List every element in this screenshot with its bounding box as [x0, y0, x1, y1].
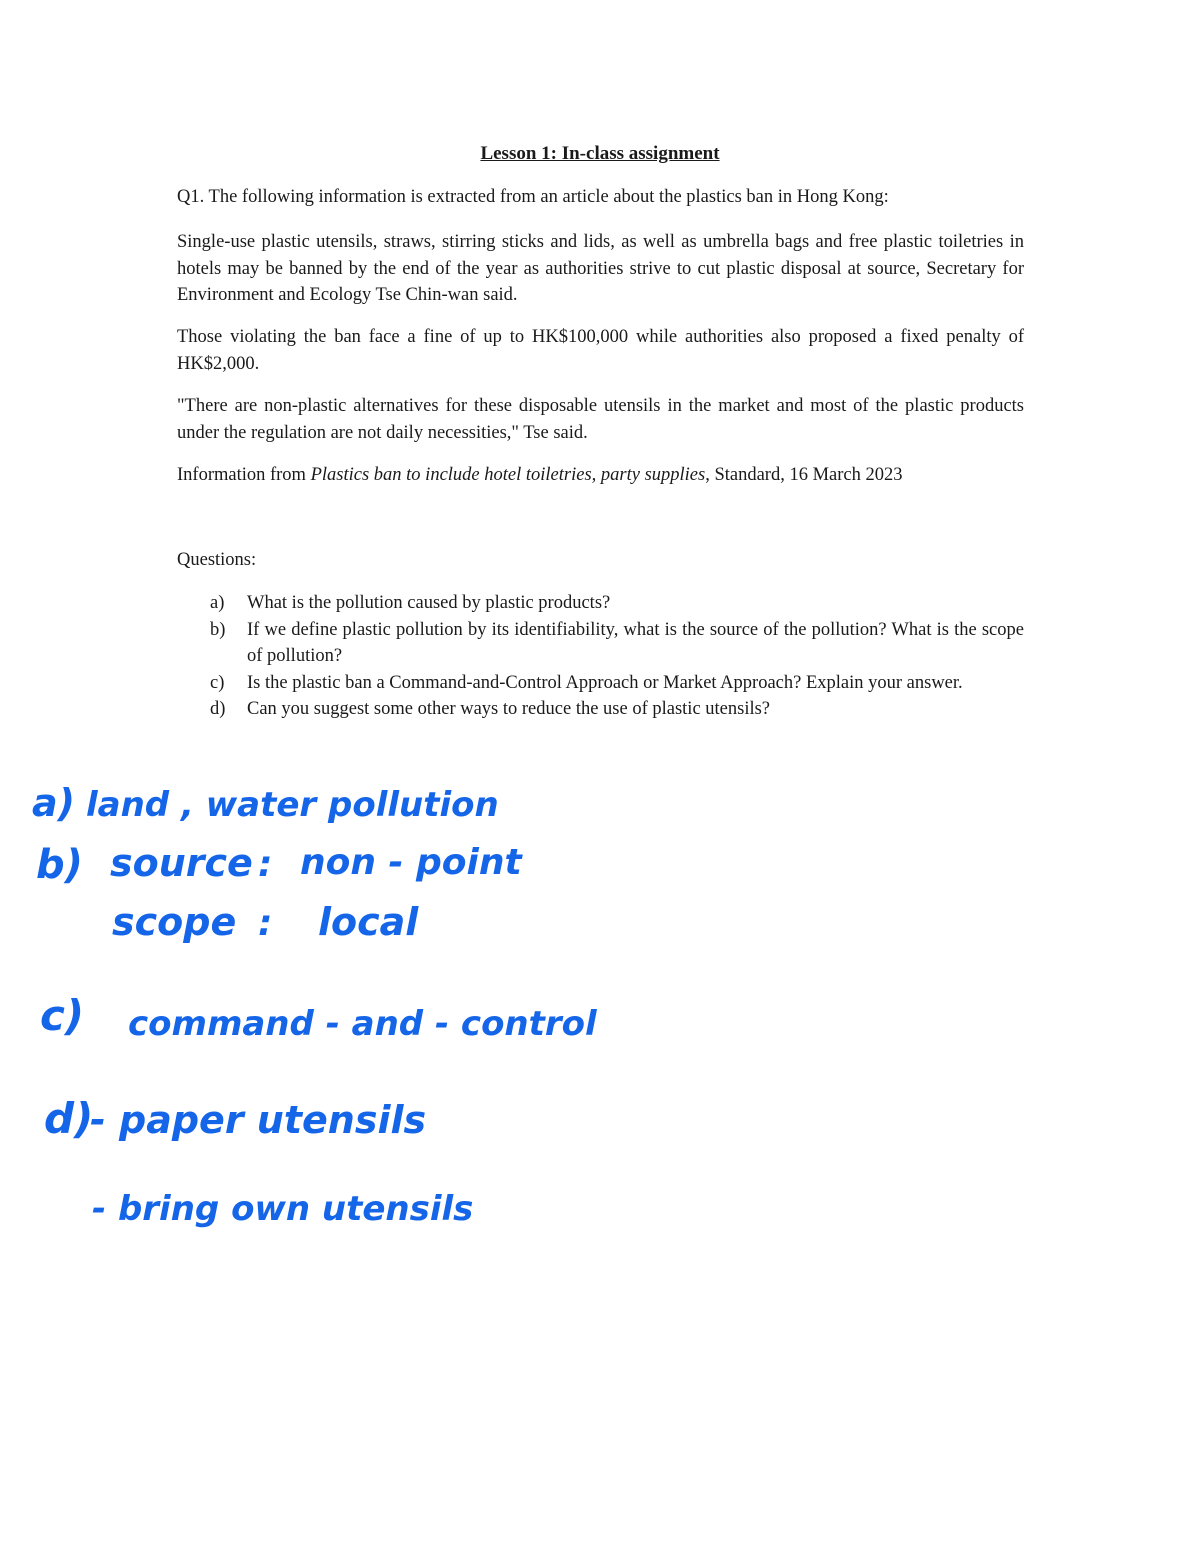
- questions-label: Questions:: [177, 550, 257, 570]
- answer-b-source-key: source: [110, 841, 253, 885]
- answer-a-text: land , water pollution: [86, 785, 499, 825]
- citation-suffix: , Standard, 16 March 2023: [705, 465, 903, 485]
- question-text: Can you suggest some other ways to reduce the use of plastic utensils?: [247, 699, 771, 719]
- article-paragraph: Single-use plastic utensils, straws, stirring sticks and lids, as well as umbrella bags and free plastic toiletries in hotels may be banned by the end of the year as authorities strive to cut plastic disposal at source, Secretary for Environment and Ecology Tse Chin-wan said.: [177, 232, 1024, 305]
- article-paragraph: "There are non-plastic alternatives for these disposable utensils in the market and most of the plastic products under the regulation are not daily necessities," Tse said.: [177, 396, 1024, 443]
- answer-b-label: b): [36, 842, 83, 888]
- question-text: If we define plastic pollution by its identifiability, what is the source of the pollution? What is the scope of pollution?: [247, 619, 1024, 666]
- answer-b-scope-key: scope: [112, 900, 237, 944]
- answer-d-text-2: - bring own utensils: [92, 1189, 474, 1229]
- question-text: Is the plastic ban a Command-and-Control Approach or Market Approach? Explain your answer.: [247, 672, 963, 693]
- answer-b-scope-colon: :: [258, 903, 273, 944]
- answer-b-source-value: non - point: [300, 842, 522, 883]
- article-paragraph: Those violating the ban face a fine of up to HK$100,000 while authorities also proposed a fixed penalty of HK$2,000.: [177, 327, 1024, 374]
- question-letter: c): [210, 672, 225, 693]
- answer-d-label: d): [44, 1094, 94, 1143]
- answer-b-scope-value: local: [318, 900, 419, 944]
- question-text: What is the pollution caused by plastic products?: [247, 593, 611, 613]
- question-letter: b): [210, 619, 226, 640]
- answer-d-text-1: - paper utensils: [90, 1098, 427, 1142]
- question-intro: Q1. The following information is extracted from an article about the plastics ban in Hong Kong:: [177, 187, 889, 207]
- answer-a-label: a): [32, 781, 76, 825]
- page-title: Lesson 1: In-class assignment: [480, 143, 720, 164]
- citation-prefix: Information from: [177, 465, 311, 485]
- answer-c-text: command - and - control: [128, 1004, 597, 1044]
- question-letter: d): [210, 699, 226, 719]
- question-letter: a): [210, 593, 225, 613]
- answer-c-label: c): [40, 991, 85, 1040]
- citation-article-title: Plastics ban to include hotel toiletries, party supplies: [310, 465, 706, 485]
- answer-b-source-colon: :: [258, 844, 273, 885]
